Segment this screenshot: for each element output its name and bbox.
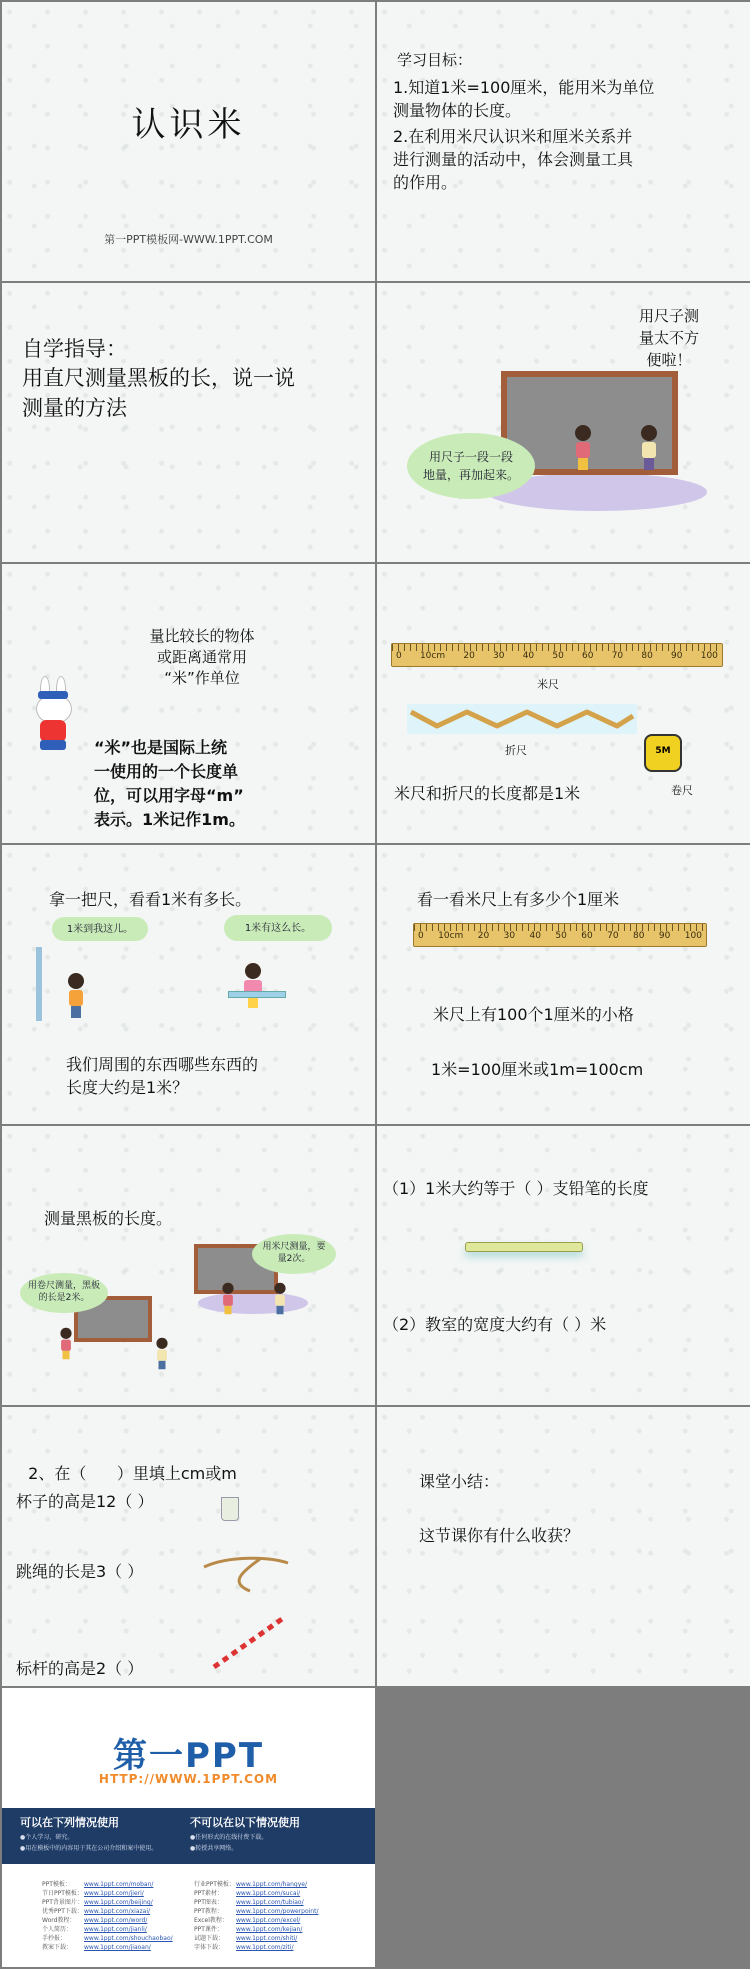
pole-icon xyxy=(208,1613,288,1673)
link-row xyxy=(194,1880,318,1889)
summary-question: 这节课你有什么收获？ xyxy=(419,1526,580,1545)
link-label: PPT图表： xyxy=(194,1899,223,1906)
slide-7 xyxy=(2,845,375,1124)
link-row xyxy=(42,1934,173,1943)
link-label: 节日PPT模板： xyxy=(42,1890,83,1897)
rabbit-illustration xyxy=(24,676,86,754)
allowed-items xyxy=(20,1832,157,1854)
equation-text: 1米=100厘米或1m=100cm xyxy=(431,1060,644,1079)
question-text: 我们周围的东西哪些东西的 长度大约是1米？ xyxy=(66,1055,259,1097)
forbidden-items xyxy=(190,1832,267,1854)
height-gauge xyxy=(36,947,42,1021)
task-text: 测量黑板的长度。 xyxy=(44,1209,173,1228)
link-url[interactable]: www.1ppt.com/powerpoint/ xyxy=(236,1908,319,1915)
folding-ruler xyxy=(407,704,637,734)
link-row xyxy=(194,1889,318,1898)
ruler-tick-label: 80 xyxy=(633,931,645,941)
link-label: 优秀PPT下载： xyxy=(42,1908,83,1915)
link-url[interactable]: www.1ppt.com/jianli/ xyxy=(84,1926,147,1933)
links-right xyxy=(194,1880,318,1952)
girl-illustration xyxy=(244,963,262,1008)
jump-rope-icon xyxy=(200,1553,294,1599)
link-url[interactable]: www.1ppt.com/shiti/ xyxy=(236,1935,298,1942)
ruler-tick-label: 20 xyxy=(477,931,490,941)
link-row xyxy=(194,1934,318,1943)
boy-illustration xyxy=(274,1283,285,1315)
speech-bubble-1: 用米尺测量，要 量2次。 xyxy=(252,1234,336,1274)
ruler-tick-label: 50 xyxy=(555,931,567,941)
link-label: PPT教程： xyxy=(194,1908,223,1915)
site-caption: 第一PPT模板网-WWW.1PPT.COM xyxy=(104,233,273,246)
question-1: （1）1米大约等于（ ）支铅笔的长度 xyxy=(383,1179,649,1198)
folding-ruler-label: 折尺 xyxy=(505,744,527,757)
meter-definition: “米”也是国际上统 一使用的一个长度单 位，可以用字母“m” 表示。1米记作1m。 xyxy=(94,738,245,829)
objectives-heading: 学习目标： xyxy=(397,51,473,69)
link-url[interactable]: www.1ppt.com/kejian/ xyxy=(236,1926,303,1933)
usage-panel xyxy=(2,1808,375,1864)
ruler-tick-label: 40 xyxy=(522,651,535,661)
ruler-tick-label: 0 xyxy=(418,931,424,941)
floor-shadow xyxy=(198,1292,308,1314)
link-url[interactable]: www.1ppt.com/excel/ xyxy=(236,1917,301,1924)
speech-note: 用尺子测 量太不方 便啦！ xyxy=(639,307,700,369)
exercise-line-2: 跳绳的长是3（ ） xyxy=(16,1562,144,1581)
link-label: Word教程： xyxy=(42,1917,76,1924)
summary-heading: 课堂小结： xyxy=(419,1472,500,1491)
slide-9 xyxy=(2,1126,375,1405)
slide-10 xyxy=(377,1126,750,1405)
ruler-tick-label: 0 xyxy=(396,651,402,661)
slide-13 xyxy=(2,1688,375,1967)
link-url[interactable]: www.1ppt.com/ziti/ xyxy=(236,1944,294,1951)
slide-4 xyxy=(377,283,750,562)
cup-icon xyxy=(221,1497,239,1521)
links-left xyxy=(42,1880,173,1952)
meter-stick xyxy=(391,643,723,667)
slide-8 xyxy=(377,845,750,1124)
link-row xyxy=(194,1943,318,1952)
link-url[interactable]: www.1ppt.com/beijing/ xyxy=(84,1899,153,1906)
ruler-tick-label: 70 xyxy=(611,651,624,661)
girl-illustration xyxy=(575,425,591,470)
ruler-in-arms xyxy=(228,991,286,998)
link-row xyxy=(194,1916,318,1925)
link-row xyxy=(42,1943,173,1952)
speech-bubble: 用尺子一段一段 地量，再加起来。 xyxy=(407,433,535,499)
link-label: PPT模板： xyxy=(42,1881,71,1888)
speech-bubble-2: 1米有这么长。 xyxy=(224,915,332,941)
link-row xyxy=(42,1907,173,1916)
slide-11 xyxy=(2,1407,375,1686)
ruler-tick-label: 10cm xyxy=(438,931,464,941)
boy-illustration xyxy=(68,973,84,1018)
link-row xyxy=(42,1925,173,1934)
link-label: 行业PPT模板： xyxy=(194,1881,235,1888)
forbidden-title: 不可以在以下情况使用 xyxy=(190,1816,300,1829)
link-url[interactable]: www.1ppt.com/shouchaobao/ xyxy=(84,1935,173,1942)
ruler-caption: 米尺和折尺的长度都是1米 xyxy=(394,784,581,803)
link-row xyxy=(42,1880,173,1889)
tape-measure-icon xyxy=(644,734,682,772)
girl-illustration-2 xyxy=(60,1328,71,1360)
link-label: PPT背景图片： xyxy=(42,1899,83,1906)
ruler-tick-label: 20 xyxy=(463,651,475,661)
ruler-tick-label: 70 xyxy=(607,931,619,941)
link-label: 字体下载： xyxy=(194,1944,225,1951)
link-url[interactable]: www.1ppt.com/xiazai/ xyxy=(84,1908,151,1915)
link-label: 试题下载： xyxy=(194,1935,225,1942)
usage-item: ●转授共享网络。 xyxy=(190,1845,238,1852)
slide-1 xyxy=(2,2,375,281)
task-text: 看一看米尺上有多少个1厘米 xyxy=(417,890,620,909)
link-row xyxy=(194,1925,318,1934)
slide-5 xyxy=(2,564,375,843)
meter-stick xyxy=(413,923,707,947)
exercise-line-1: 杯子的高是12（ ） xyxy=(16,1492,154,1511)
ruler-tick-label: 10cm xyxy=(419,651,446,661)
ruler-tick-label: 50 xyxy=(552,651,564,661)
link-url[interactable]: www.1ppt.com/sucai/ xyxy=(236,1890,301,1897)
objective-2: 2.在利用米尺认识米和厘米关系并 进行测量的活动中，体会测量工具 的作用。 xyxy=(393,127,634,192)
ruler-tick-label: 40 xyxy=(529,931,541,941)
ruler-tick-label: 100 xyxy=(700,651,718,661)
link-url[interactable]: www.1ppt.com/jieri/ xyxy=(84,1890,144,1897)
slide-6 xyxy=(377,564,750,843)
link-label: PPT素材： xyxy=(194,1890,223,1897)
link-url[interactable]: www.1ppt.com/jiaoan/ xyxy=(84,1944,151,1951)
brand-url: HTTP://WWW.1PPT.COM xyxy=(98,1772,279,1786)
link-url[interactable]: www.1ppt.com/tubiao/ xyxy=(236,1899,304,1906)
boy-illustration-2 xyxy=(156,1338,167,1370)
allowed-title: 可以在下列情况使用 xyxy=(20,1816,119,1829)
brand-logo: 第一PPT xyxy=(112,1736,265,1776)
usage-item: ●个人学习、研究。 xyxy=(20,1834,74,1841)
link-row xyxy=(194,1898,318,1907)
ruler-tick-label: 60 xyxy=(582,651,594,661)
ruler-tick-label: 80 xyxy=(641,651,653,661)
speech-bubble-2: 用卷尺测量，黑板 的长是2米。 xyxy=(20,1273,108,1313)
ruler-tick-label: 60 xyxy=(581,931,593,941)
link-row xyxy=(42,1889,173,1898)
exercise-title: 2、在（ ）里填上cm或m xyxy=(18,1464,237,1483)
ruler-tick-label: 30 xyxy=(493,651,505,661)
link-label: Excel教程： xyxy=(194,1917,228,1924)
tape-measure-label: 卷尺 xyxy=(671,784,693,797)
slide-3 xyxy=(2,283,375,562)
exercise-line-3: 标杆的高是2（ ） xyxy=(16,1659,144,1678)
slide-title: 认识米 xyxy=(131,105,246,145)
intro-text: 量比较长的物体 或距离通常用 “米”作单位 xyxy=(149,627,255,687)
link-label: 个人简历： xyxy=(42,1926,73,1933)
task-text: 拿一把尺，看看1米有多长。 xyxy=(49,890,252,909)
speech-bubble-1: 1米到我这儿。 xyxy=(52,917,148,941)
boy-illustration xyxy=(641,425,657,470)
pencil-row-illustration xyxy=(465,1242,583,1252)
guide-body: 用直尺测量黑板的长，说一说 测量的方法 xyxy=(22,366,295,420)
mid-text: 米尺上有100个1厘米的小格 xyxy=(433,1005,634,1024)
tape-mark: 5M xyxy=(655,746,671,756)
guide-heading: 自学指导： xyxy=(22,337,127,361)
girl-illustration xyxy=(222,1283,233,1315)
ruler-tick-label: 100 xyxy=(684,931,702,941)
ruler-tick-label: 90 xyxy=(658,931,671,941)
link-url[interactable]: www.1ppt.com/moban/ xyxy=(84,1881,154,1888)
link-url[interactable]: www.1ppt.com/hangye/ xyxy=(236,1881,307,1888)
slide-12 xyxy=(377,1407,750,1686)
question-2: （2）教室的宽度大约有（ ）米 xyxy=(383,1315,607,1334)
link-label: 教案下载： xyxy=(42,1944,73,1951)
link-url[interactable]: www.1ppt.com/word/ xyxy=(84,1917,148,1924)
link-label: 手抄报： xyxy=(42,1935,67,1942)
ruler-tick-label: 30 xyxy=(503,931,516,941)
ruler-tick-label: 90 xyxy=(671,651,683,661)
link-row xyxy=(42,1916,173,1925)
link-row xyxy=(194,1907,318,1916)
usage-item: ●任何形式的在线付费下载。 xyxy=(190,1834,268,1841)
slide-2 xyxy=(377,2,750,281)
link-label: PPT课件： xyxy=(194,1926,223,1933)
usage-item: ●用在模板中的内容用于其在公司介绍和案中使用。 xyxy=(20,1845,158,1852)
objective-1: 1.知道1米=100厘米，能用米为单位 测量物体的长度。 xyxy=(393,78,655,120)
link-row xyxy=(42,1898,173,1907)
meter-stick-label: 米尺 xyxy=(537,678,559,691)
